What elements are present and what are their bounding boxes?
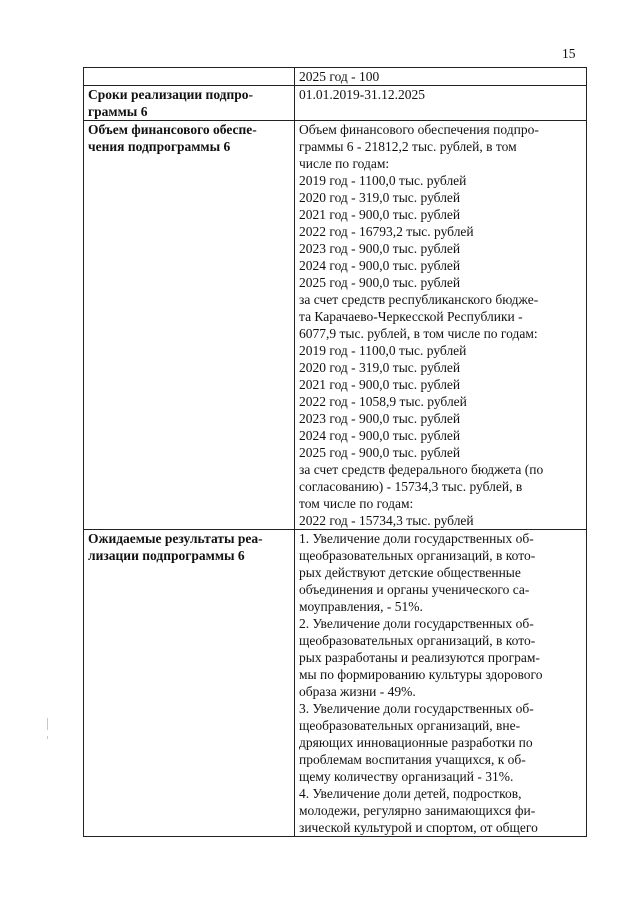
table-row-period <box>84 86 587 121</box>
value-line: 2022 год - 1058,9 тыс. рублей <box>299 394 467 409</box>
row-label <box>84 121 295 530</box>
page-number: 15 <box>562 46 576 61</box>
value-line: 2024 год - 900,0 тыс. рублей <box>299 428 461 443</box>
value-line: проблемам воспитания учащихся, к об- <box>299 752 526 767</box>
value-line: согласованию) - 15734,3 тыс. рублей, в <box>299 479 523 494</box>
label-line: Объем финансового обеспе- <box>88 122 257 137</box>
label-line: лизации подпрограммы 6 <box>88 548 245 563</box>
value-line: 2020 год - 319,0 тыс. рублей <box>299 190 461 205</box>
value-line: 2019 год - 1100,0 тыс. рублей <box>299 343 467 358</box>
scan-mark <box>47 736 48 739</box>
value-line: молодежи, регулярно занимающихся фи- <box>299 803 536 818</box>
row-value <box>295 530 587 837</box>
value-line: щеобразовательных организаций, в кото- <box>299 633 536 648</box>
table-row-continuation <box>84 68 587 86</box>
scan-mark <box>47 718 48 730</box>
value-line: 2020 год - 319,0 тыс. рублей <box>299 360 461 375</box>
value-line: 1. Увеличение доли государственных об- <box>299 531 534 546</box>
value-line: 2021 год - 900,0 тыс. рублей <box>299 377 461 392</box>
value-line: образа жизни - 49%. <box>299 684 416 699</box>
row-label <box>84 86 295 121</box>
value-line: 4. Увеличение доли детей, подростков, <box>299 786 522 801</box>
row-value <box>295 121 587 530</box>
value-line: 2025 год - 900,0 тыс. рублей <box>299 275 461 290</box>
value-line: зической культурой и спортом, от общего <box>299 820 538 835</box>
passport-table <box>83 67 587 837</box>
value-line: за счет средств республиканского бюдже- <box>299 292 539 307</box>
value-line: 2024 год - 900,0 тыс. рублей <box>299 258 461 273</box>
value-line: моуправления, - 51%. <box>299 599 423 614</box>
table-row-funding <box>84 121 587 530</box>
value-line: Объем финансового обеспечения подпро- <box>299 122 539 137</box>
value-line: дряющих инновационные разработки по <box>299 735 533 750</box>
value-line: 6077,9 тыс. рублей, в том числе по годам: <box>299 326 538 341</box>
table-row-results <box>84 530 587 837</box>
label-line: Сроки реализации подпро- <box>88 87 254 102</box>
value-line: объединения и органы ученического са- <box>299 582 530 597</box>
value-line: 01.01.2019-31.12.2025 <box>299 87 425 102</box>
value-line: 2023 год - 900,0 тыс. рублей <box>299 411 461 426</box>
value-line: та Карачаево-Черкесской Республики - <box>299 309 523 324</box>
value-line: рых разработаны и реализуются програм- <box>299 650 540 665</box>
value-line: граммы 6 - 21812,2 тыс. рублей, в том <box>299 139 517 154</box>
value-line: щеобразовательных организаций, в кото- <box>299 548 536 563</box>
value-line: 2025 год - 100 <box>299 69 380 84</box>
row-label <box>84 68 295 86</box>
label-line: Ожидаемые результаты реа- <box>88 531 263 546</box>
value-line: 2023 год - 900,0 тыс. рублей <box>299 241 461 256</box>
value-line: 3. Увеличение доли государственных об- <box>299 701 534 716</box>
value-line: 2025 год - 900,0 тыс. рублей <box>299 445 461 460</box>
label-line: граммы 6 <box>88 104 148 119</box>
value-line: за счет средств федерального бюджета (по <box>299 462 544 477</box>
value-line: рых действуют детские общественные <box>299 565 521 580</box>
row-label <box>84 530 295 837</box>
value-line: числе по годам: <box>299 156 390 171</box>
value-line: 2021 год - 900,0 тыс. рублей <box>299 207 461 222</box>
row-value <box>295 86 587 121</box>
value-line: щеобразовательных организаций, вне- <box>299 718 521 733</box>
label-line: чения подпрограммы 6 <box>88 139 231 154</box>
value-line: мы по формированию культуры здорового <box>299 667 543 682</box>
row-value <box>295 68 587 86</box>
value-line: 2022 год - 15734,3 тыс. рублей <box>299 513 474 528</box>
value-line: том числе по годам: <box>299 496 414 511</box>
value-line: 2019 год - 1100,0 тыс. рублей <box>299 173 467 188</box>
value-line: щему количеству организаций - 31%. <box>299 769 514 784</box>
value-line: 2022 год - 16793,2 тыс. рублей <box>299 224 474 239</box>
value-line: 2. Увеличение доли государственных об- <box>299 616 534 631</box>
